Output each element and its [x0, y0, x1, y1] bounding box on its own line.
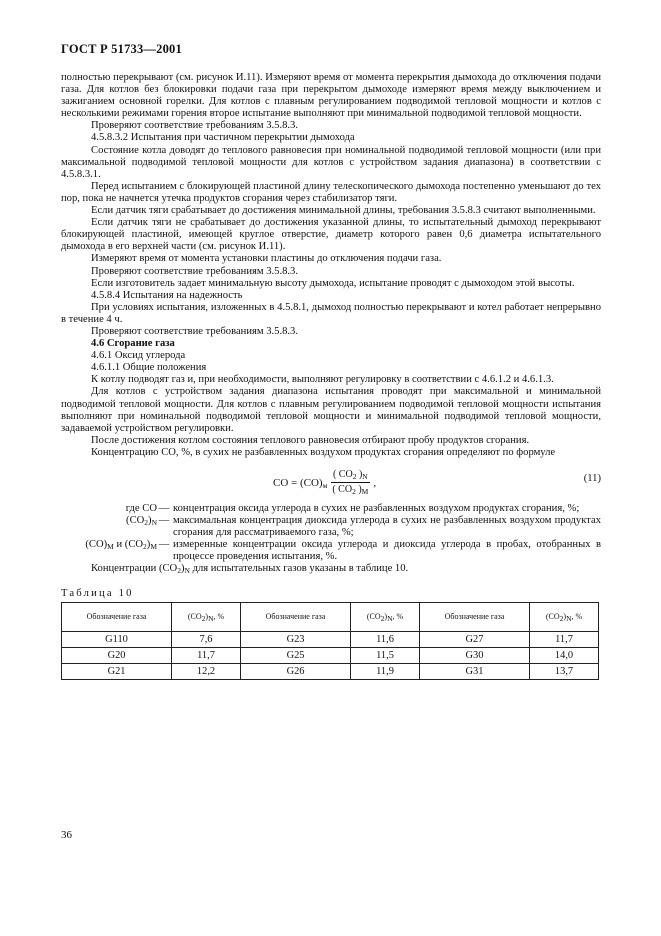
- definition-text: максимальная концентрация диоксида углерода в сухих не разбавленных воздухом продуктах сгорания для рассматриваемого газа, %;: [173, 515, 601, 539]
- document-header: ГОСТ Р 51733—2001: [61, 42, 182, 56]
- table-header-cell: $(CO_2)_N$, %: [530, 602, 599, 631]
- table-header-row: [62, 602, 599, 631]
- fraction-numerator: ( $CO_2$ )$_N$: [331, 469, 370, 483]
- table-cell: G30: [419, 647, 529, 663]
- paragraph: При условиях испытания, изложенных в 4.5.8.1, дымоход полностью перекрывают и котел работает непрерывно в течение 4 ч.: [61, 301, 601, 325]
- paragraph: Концентрации $(CO_2)_N$ для испытательных газов указаны в таблице 10.: [91, 563, 409, 576]
- formula-definitions: [61, 503, 601, 563]
- page-number: 36: [61, 829, 72, 841]
- table-row: [62, 631, 599, 647]
- definition-item: $(CO_2)_N$ — максимальная концентрация диоксида углерода в сухих не разбавленных воздухом продуктах сгорания для рассматриваемого газа, %;: [61, 515, 601, 539]
- co-formula: [273, 469, 376, 496]
- definition-symbol: где CO: [125, 503, 157, 514]
- section-heading: 4.6.1 Оксид углерода: [91, 350, 186, 362]
- paragraph: Концентрацию CO, %, в сухих не разбавленных воздухом продуктах сгорания определяют по формуле: [91, 446, 556, 458]
- fraction-denominator: ( $CO_2$ )$_M$: [332, 484, 369, 497]
- table-header-cell: Обозначение газа: [62, 602, 172, 631]
- table-cell: 14,0: [530, 647, 599, 663]
- table-cell: G23: [240, 631, 350, 647]
- definition-text: концентрация оксида углерода в сухих не разбавленных воздухом продуктах сгорания, %;: [173, 503, 580, 514]
- section-heading-bold: 4.6 Сгорание газа: [91, 338, 175, 350]
- section-heading: 4.5.8.4 Испытания на надежность: [91, 289, 243, 301]
- formula-lhs: CO = $(CO)_м$: [273, 476, 328, 490]
- table-cell: 12,2: [172, 663, 241, 679]
- paragraph: Измеряют время от момента установки пластины до отключения подачи газа.: [91, 253, 442, 265]
- definition-symbol: $(CO_2)_N$: [126, 515, 157, 528]
- table-cell: G26: [240, 663, 350, 679]
- paragraph: Если датчик тяги срабатывает до достижения минимальной длины, требования 3.5.8.3 считают выполненными.: [91, 205, 596, 217]
- table-cell: 11,6: [351, 631, 420, 647]
- paragraph: К котлу подводят газ и, при необходимости, выполняют регулировку в соответствии с 4.6.1.2 и 4.6.1.3.: [91, 374, 554, 386]
- table-cell: G110: [62, 631, 172, 647]
- gas-co2-table: [61, 602, 599, 680]
- paragraph: Состояние котла доводят до теплового равновесия при номинальной подводимой тепловой мощности (или при максимальной подводимой тепловой мощности для котлов с устройством задания диапазона) в соответствии с 4.5.8.3.1.: [61, 144, 601, 180]
- table-header-cell: $(CO_2)_N$, %: [172, 602, 241, 631]
- definition-text: измеренные концентрации оксида углерода и диоксида углерода в пробах, отобранных в процессе проведения испытания, %.: [173, 539, 601, 563]
- table-cell: G27: [419, 631, 529, 647]
- formula-fraction: [330, 469, 370, 496]
- paragraph: Если изготовитель задает минимальную высоту дымохода, испытание проводят с дымоходом этой высоты.: [91, 277, 575, 289]
- table-cell: 11,7: [172, 647, 241, 663]
- section-heading: 4.5.8.3.2 Испытания при частичном перекрытии дымохода: [91, 132, 355, 144]
- definition-item: $(CO)_M$ и $(CO_2)_M$ — измеренные концентрации оксида углерода и диоксида углерода в пробах, отобранных в процессе проведения испытания, %.: [61, 539, 601, 563]
- table-header-cell: $(CO_2)_N$, %: [351, 602, 420, 631]
- paragraph: Если датчик тяги не срабатывает до достижения указанной длины, то испытательный дымоход перекрывают блокирующей пластиной, имеющей круглое отверстие, диаметр которого равен 0,6 диаметра испытательного дымохода в его верхней части (см. рисунок И.11).: [61, 217, 601, 253]
- paragraph: Проверяют соответствие требованиям 3.5.8.3.: [91, 265, 299, 277]
- paragraph: Перед испытанием с блокирующей пластиной длину телескопического дымохода постепенно уменьшают до тех пор, пока не начнется утечка продуктов сгорания через стабилизатор тяги.: [61, 180, 601, 204]
- formula-tail: ,: [373, 476, 377, 489]
- table-cell: G31: [419, 663, 529, 679]
- table-caption: Таблица 10: [61, 587, 134, 599]
- paragraph: После достижения котлом состояния теплового равновесия отбирают пробу продуктов сгорания.: [91, 434, 530, 446]
- table-header-cell: Обозначение газа: [419, 602, 529, 631]
- table-row: [62, 663, 599, 679]
- table-cell: G20: [62, 647, 172, 663]
- paragraph: полностью перекрывают (см. рисунок И.11). Измеряют время от момента перекрытия дымохода до отключения подачи газа. Для котлов без блокировки подачи газа при перекрытом дымоходе измеряют время между выключением и зажиганием основной горелки. Для котлов с плавным регулированием подводимой тепловой мощности и котлов с несколькими режимами горения второе испытание выполняют при минимальной подводимой тепловой мощности.: [61, 72, 601, 120]
- table-cell: 11,9: [351, 663, 420, 679]
- table-cell: 7,6: [172, 631, 241, 647]
- paragraph: Проверяют соответствие требованиям 3.5.8.3.: [91, 325, 299, 337]
- table-cell: 13,7: [530, 663, 599, 679]
- equation-number: (11): [583, 473, 601, 484]
- paragraph: Для котлов с устройством задания диапазона испытания проводят при максимальной и минимальной подводимой тепловой мощности. Для котлов с плавным регулированием подводимой тепловой мощности испытания выполняют при номинальной подводимой тепловой мощности и минимальной подводимой тепловой мощности, задаваемой устройством регулировки.: [61, 386, 601, 434]
- section-heading: 4.6.1.1 Общие положения: [91, 362, 207, 374]
- table-cell: G25: [240, 647, 350, 663]
- paragraph: Проверяют соответствие требованиям 3.5.8.3.: [91, 120, 299, 132]
- document-body: [61, 72, 601, 576]
- table-cell: 11,5: [351, 647, 420, 663]
- definition-item: где CO — концентрация оксида углерода в сухих не разбавленных воздухом продуктах сгорания, %;: [61, 503, 601, 515]
- formula-row: [61, 465, 601, 499]
- table-header-cell: Обозначение газа: [240, 602, 350, 631]
- document-page: [61, 42, 601, 680]
- table-cell: G21: [62, 663, 172, 679]
- definition-symbol: $(CO)_M$ и $(CO_2)_M$: [85, 539, 157, 552]
- table-cell: 11,7: [530, 631, 599, 647]
- table-row: [62, 647, 599, 663]
